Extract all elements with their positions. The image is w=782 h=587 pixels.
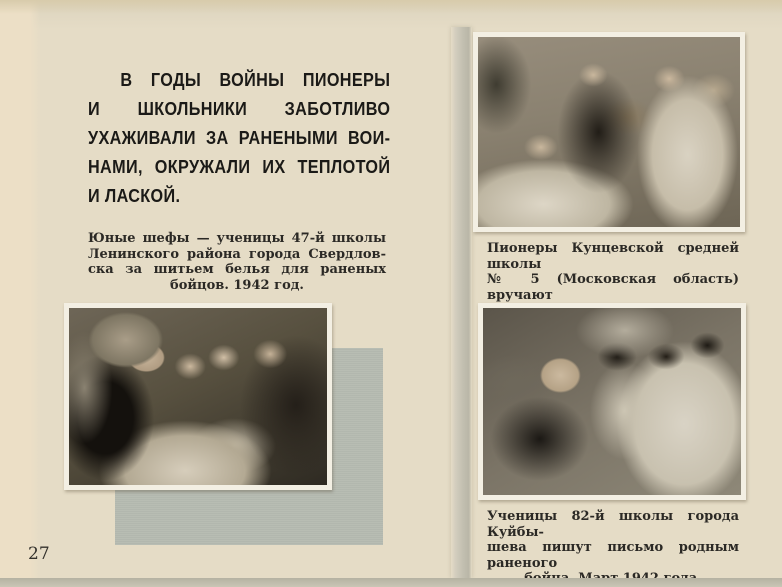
heading-line: УХАЖИВАЛИ ЗА РАНЕНЫМИ ВОИ- <box>88 128 391 148</box>
caption-line: бойцов. 1942 год. <box>170 277 304 293</box>
scan-edge-bottom <box>0 578 782 587</box>
photo-girls-sewing-image <box>69 308 327 485</box>
caption-sewing-photo <box>88 231 386 293</box>
photo-girls-writing-letter-image <box>483 308 741 495</box>
caption-line: № 5 (Московская область) вручают <box>487 272 739 303</box>
page-number: 27 <box>28 544 50 564</box>
photo-girls-writing-letter <box>478 303 746 500</box>
photo-pioneers-hospital-ward-image <box>478 37 740 227</box>
caption-line: Пионеры Кунцевской средней школы <box>487 241 739 272</box>
heading-line: И ЛАСКОЙ. <box>88 186 181 206</box>
heading-line: НАМИ, ОКРУЖАЛИ ИХ ТЕПЛОТОЙ <box>88 157 391 177</box>
photo-pioneers-hospital-ward <box>473 32 745 232</box>
caption-line: ска за шитьем белья для раненых <box>88 262 386 277</box>
caption-letter-writing-photo <box>487 509 739 587</box>
caption-line: Ленинского района города Свердлов- <box>88 246 386 262</box>
page-heading <box>88 66 390 211</box>
caption-line: Юные шефы — ученицы 47-й школы <box>88 231 386 246</box>
heading-line: И ШКОЛЬНИКИ ЗАБОТЛИВО <box>88 99 391 119</box>
photo-girls-sewing <box>64 303 332 490</box>
heading-line: В ГОДЫ ВОЙНЫ ПИОНЕРЫ <box>120 70 391 90</box>
caption-line: шева пишут письмо родным раненого <box>487 540 739 571</box>
caption-line: Ученицы 82-й школы города Куйбы- <box>487 509 739 540</box>
page-gutter-shadow <box>451 27 472 578</box>
